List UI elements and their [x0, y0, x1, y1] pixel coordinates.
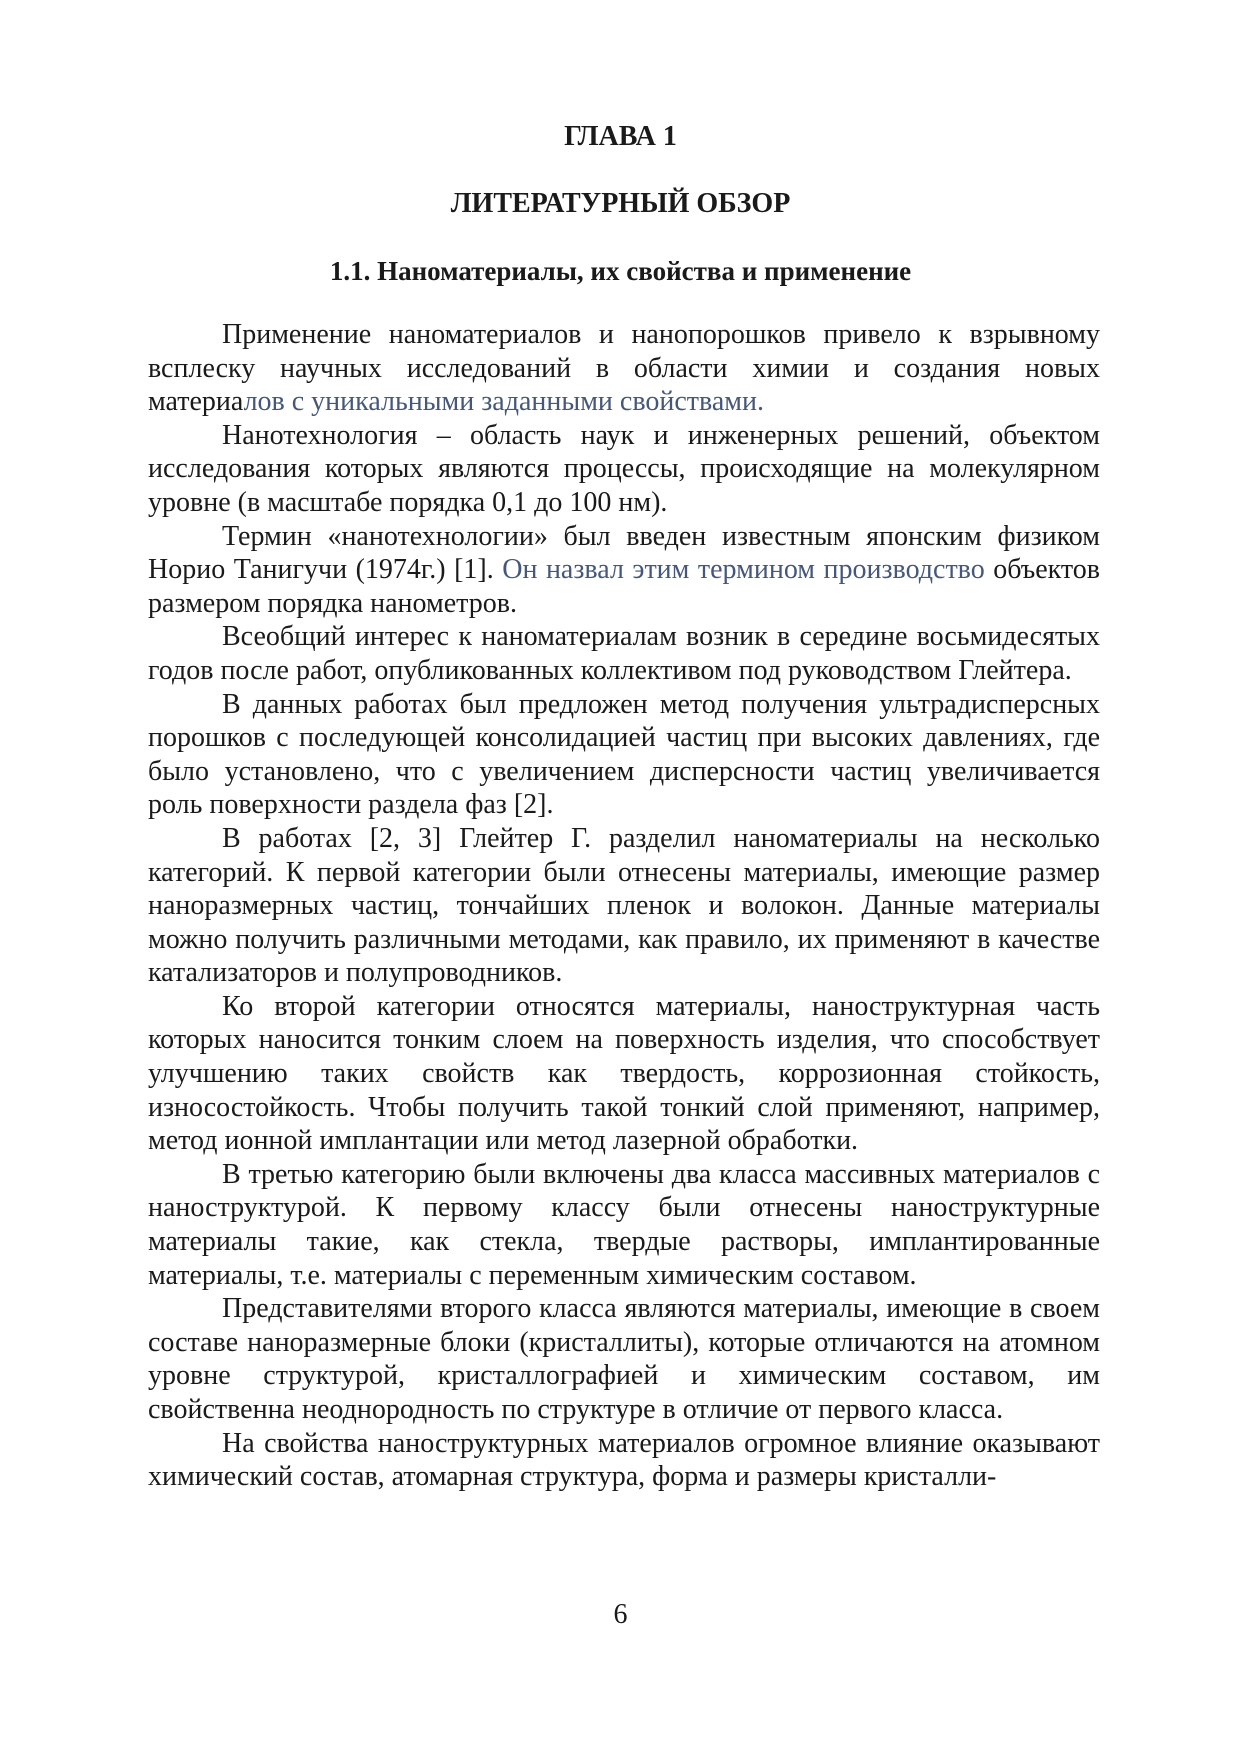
page-number: 6	[613, 1599, 628, 1630]
paragraph-1: Применение наноматериалов и нанопорошков привело к взрывному всплеску научных исследований в области химии и создания новых материалов с уникальными заданными свойствами.	[148, 319, 1100, 418]
body-text	[148, 318, 1100, 1494]
chapter-heading: ГЛАВА 1	[564, 121, 677, 152]
paragraph-7: Ко второй категории относятся материалы, наноструктурная часть которых наносится тонким слоем на поверхность изделия, что способствует улучшению таких свойств как твердость, коррозионная стойкость, износостойкость. Чтобы получить такой тонкий слой применяют, например, метод ионной имплантации или метод лазерной обработки.	[148, 990, 1100, 1157]
highlighted-text: Он назвал этим термином производство	[502, 554, 985, 586]
paragraph-10: На свойства наноструктурных материалов огромное влияние оказывают химический состав, атомарная структура, форма и размеры кристалли-	[148, 1427, 1100, 1493]
paragraph-3: Термин «нанотехнологии» был введен известным японским физиком Норио Танигучи (1974г.) [1]. Он назвал этим термином производство объектов размером порядка нанометров.	[148, 520, 1101, 619]
paragraph-9: Представителями второго класса являются материалы, имеющие в своем составе наноразмерные блоки (кристаллиты), которые отличаются на атомном уровне структурой, кристаллографией и химическим составом, им свойственна неоднородность по структуре в отличие от первого класса.	[148, 1293, 1100, 1425]
paragraph-2: Нанотехнология – область наук и инженерных решений, объектом исследования которых являются процессы, происходящие на молекулярном уровне (в масштабе порядка 0,1 до 100 нм).	[148, 419, 1100, 518]
paragraph-4: Всеобщий интерес к наноматериалам возник в середине восьмидесятых годов после работ, опубликованных коллективом под руководством Глейтера.	[148, 621, 1100, 686]
subsection-title: 1.1. Наноматериалы, их свойства и применение	[329, 256, 912, 286]
paragraph-8: В третью категорию были включены два класса массивных материалов с наноструктурой. К первому классу были отнесены наноструктурные материалы такие, как стекла, твердые растворы, имплантированные материалы, т.е. материалы с переменным химическим составом.	[148, 1158, 1100, 1291]
paragraph-5: В данных работах был предложен метод получения ультрадисперсных порошков с последующей консолидацией частиц при высоких давлениях, где было установлено, что с увеличением дисперсности частиц увеличивается роль поверхности раздела фаз [2].	[148, 688, 1100, 821]
paragraph-6: В работах [2, 3] Глейтер Г. разделил наноматериалы на несколько категорий. К первой категории были отнесены материалы, имеющие размер наноразмерных частиц, тончайших пленок и волокон. Данные материалы можно получить различными методами, как правило, их применяют в качестве катализаторов и полупроводников.	[148, 822, 1100, 989]
section-title: ЛИТЕРАТУРНЫЙ ОБЗОР	[450, 188, 791, 219]
highlighted-text: лов с уникальными заданными свойствами.	[243, 386, 764, 418]
